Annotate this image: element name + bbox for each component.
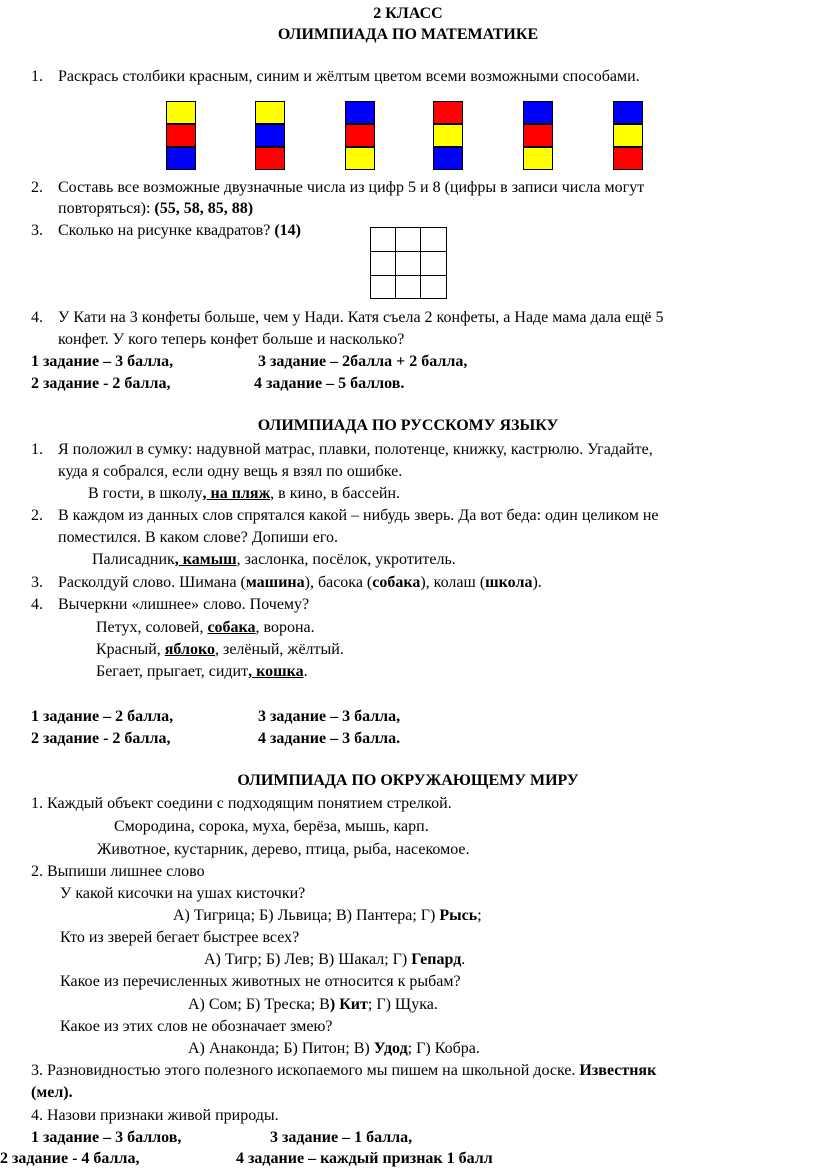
rus-task2-line1: В каждом из данных слов спрятался какой – нибудь зверь. Да вот беда: один целиком не (58, 507, 659, 524)
rus-task4-row2 (96, 640, 344, 660)
world-a2-end: . (461, 951, 466, 968)
world-a4-options: А) Анаконда; Б) Питон; В) (188, 1040, 374, 1057)
world-task4-text: 4. Назови признаки живой природы. (31, 1107, 279, 1124)
rus-task3-mid1: ), басока ( (304, 574, 373, 591)
column-6-cell-blue (613, 101, 643, 124)
rus-score-2: 2 задание - 2 балла, (31, 730, 171, 747)
column-1-cell-blue (166, 147, 196, 170)
grid-cell (395, 227, 421, 252)
rus-task1-options (88, 484, 400, 504)
world-task1-text: 1. Каждый объект соедини с подходящим понятием стрелкой. (31, 795, 452, 812)
rus-task3-answer3: школа (485, 574, 533, 591)
math-task4-number: 4. (31, 309, 43, 326)
world-score-1: 1 задание – 3 баллов, (31, 1129, 182, 1146)
grade-heading: 2 КЛАСС (373, 5, 443, 22)
grid-cell (420, 251, 447, 276)
math-score-2: 2 задание - 2 балла, (31, 375, 171, 392)
column-3-cell-yellow (345, 147, 375, 170)
world-a2-answer: Гепард (411, 951, 462, 968)
column-2-cell-yellow (255, 101, 285, 124)
math-task3-question: Сколько на рисунке квадратов? (58, 222, 275, 239)
column-6-cell-red (613, 147, 643, 170)
rus-task1-number: 1. (31, 441, 43, 458)
world-q2: Кто из зверей бегает быстрее всех? (60, 929, 300, 946)
grid-cell (420, 275, 447, 299)
rus-task3-number: 3. (31, 574, 43, 591)
grid-cell (370, 227, 396, 252)
world-a3 (188, 995, 438, 1015)
world-task1-objects: Смородина, сорока, муха, берёза, мышь, карп. (114, 818, 429, 835)
world-task2-text: 2. Выпиши лишнее слово (31, 863, 205, 880)
rus-task2-number: 2. (31, 507, 43, 524)
rus-task3-end: ). (532, 574, 542, 591)
math-task3-text (58, 221, 301, 241)
world-a4-answer: Удод (373, 1040, 408, 1057)
math-task2-number: 2. (31, 179, 43, 196)
rus-task1-options-post: , в кино, в бассейн. (270, 485, 401, 502)
rus-task4-number: 4. (31, 596, 43, 613)
rus-task4-row1-post: , ворона. (255, 619, 315, 636)
squares-grid-figure (370, 227, 447, 299)
grid-cell (395, 251, 421, 276)
world-a1 (173, 906, 482, 926)
rus-task1-options-pre: В гости, в школу (88, 485, 203, 502)
world-score-2: 2 задание - 4 балла, (0, 1150, 140, 1167)
grid-cell (370, 275, 396, 299)
world-task3-text: 3. Разновидностью этого полезного ископаемого мы пишем на школьной доске. (31, 1062, 580, 1079)
rus-task4-row1 (96, 618, 315, 638)
math-task2-text-line2 (58, 199, 253, 219)
world-olympiad-title: ОЛИМПИАДА ПО ОКРУЖАЮЩЕМУ МИРУ (237, 772, 579, 789)
column-4-cell-blue (433, 147, 463, 170)
rus-task4-row2-pre: Красный, (96, 641, 165, 658)
rus-task1-answer: , на пляж (202, 485, 271, 502)
world-a1-end: ; (477, 907, 482, 924)
world-a3-options: А) Сом; Б) Треска; В (188, 996, 330, 1013)
column-4-cell-red (433, 101, 463, 124)
world-a3-answer: ) Кит (329, 996, 368, 1013)
math-task4-text-line1: У Кати на 3 конфеты больше, чем у Нади. Катя съела 2 конфеты, а Наде мама дала ещё 5 (58, 309, 664, 326)
rus-task2-answer: , камыш (174, 551, 237, 568)
world-q4: Какое из этих слов не обозначает змею? (60, 1018, 333, 1035)
world-task1-concepts: Животное, кустарник, дерево, птица, рыба, насекомое. (97, 841, 470, 858)
math-task4-text-line2: конфет. У кого теперь конфет больше и насколько? (58, 331, 405, 348)
rus-task4-row1-pre: Петух, соловей, (96, 619, 208, 636)
column-6-cell-yellow (613, 124, 643, 147)
rus-score-4: 4 задание – 3 балла. (258, 730, 401, 747)
world-a2-options: А) Тигр; Б) Лев; В) Шакал; Г) (204, 951, 412, 968)
world-a3-end: ; Г) Щука. (367, 996, 438, 1013)
rus-task2-words-pre: Палисадник (92, 551, 175, 568)
rus-task4-row3-pre: Бегает, прыгает, сидит (96, 663, 249, 680)
math-task2-answer: (55, 58, 85, 88) (154, 200, 254, 217)
rus-task2-line2: поместился. В каком слове? Допиши его. (58, 529, 339, 546)
column-3-cell-red (345, 124, 375, 147)
world-score-3: 3 задание – 1 балла, (270, 1129, 413, 1146)
math-task1-number: 1. (31, 68, 43, 85)
rus-task4-row3-post: . (303, 663, 308, 680)
world-q3: Какое из перечисленных животных не относится к рыбам? (60, 973, 461, 990)
rus-task4-row2-post: , зелёный, жёлтый. (215, 641, 344, 658)
column-5-cell-red (523, 124, 553, 147)
rus-task2-words (92, 550, 456, 570)
column-5-cell-blue (523, 101, 553, 124)
rus-task4-row2-answer: яблоко (164, 641, 215, 658)
rus-task4-row3-answer: , кошка (248, 663, 304, 680)
grid-cell (420, 227, 447, 252)
rus-task4-row3 (96, 662, 308, 682)
math-score-3: 3 задание – 2балла + 2 балла, (258, 353, 468, 370)
grid-cell (395, 275, 421, 299)
column-1-cell-yellow (166, 101, 196, 124)
math-task1-text: Раскрась столбики красным, синим и жёлтым цветом всеми возможными способами. (58, 68, 640, 85)
column-4-cell-yellow (433, 124, 463, 147)
rus-task3-answer2: собака (372, 574, 421, 591)
rus-score-1: 1 задание – 2 балла, (31, 708, 174, 725)
math-score-4: 4 задание – 5 баллов. (254, 375, 405, 392)
world-a2 (204, 950, 465, 970)
rus-task3-pre: Расколдуй слово. Шимана ( (58, 574, 246, 591)
math-score-1: 1 задание – 3 балла, (31, 353, 174, 370)
rus-task3-mid2: ), колаш ( (420, 574, 486, 591)
world-task3-answer: Известняк (579, 1062, 657, 1079)
math-task3-answer: (14) (274, 222, 301, 239)
math-task2-prefix: повторяться): (58, 200, 155, 217)
rus-task2-words-post: , заслонка, посёлок, укротитель. (236, 551, 456, 568)
world-a1-answer: Рысь (439, 907, 478, 924)
world-q1: У какой кисочки на ушах кисточки? (60, 885, 306, 902)
world-task3-line1 (31, 1061, 656, 1081)
column-2-cell-blue (255, 124, 285, 147)
world-score-4: 4 задание – каждый признак 1 балл (236, 1150, 493, 1167)
grid-cell (370, 251, 396, 276)
column-5-cell-yellow (523, 147, 553, 170)
russian-olympiad-title: ОЛИМПИАДА ПО РУССКОМУ ЯЗЫКУ (257, 417, 559, 434)
rus-task1-line1: Я положил в сумку: надувной матрас, плавки, полотенце, книжку, кастрюлю. Угадайте, (58, 441, 653, 458)
rus-task3-text (58, 573, 542, 593)
world-task3-answer-cont: (мел). (31, 1084, 73, 1101)
rus-score-3: 3 задание – 3 балла, (258, 708, 401, 725)
rus-task4-row1-answer: собака (207, 619, 256, 636)
world-a4 (188, 1039, 480, 1059)
rus-task3-answer1: машина (245, 574, 305, 591)
math-task3-number: 3. (31, 222, 43, 239)
world-a4-end: ; Г) Кобра. (407, 1040, 480, 1057)
column-1-cell-red (166, 124, 196, 147)
rus-task4-text: Вычеркни «лишнее» слово. Почему? (58, 596, 310, 613)
math-task2-text-line1: Составь все возможные двузначные числа из цифр 5 и 8 (цифры в записи числа могут (58, 179, 645, 196)
column-3-cell-blue (345, 101, 375, 124)
column-2-cell-red (255, 147, 285, 170)
world-a1-options: А) Тигрица; Б) Львица; В) Пантера; Г) (173, 907, 440, 924)
rus-task1-line2: куда я собрался, если одну вещь я взял по ошибке. (58, 463, 403, 480)
math-olympiad-title: ОЛИМПИАДА ПО МАТЕМАТИКЕ (277, 26, 539, 43)
